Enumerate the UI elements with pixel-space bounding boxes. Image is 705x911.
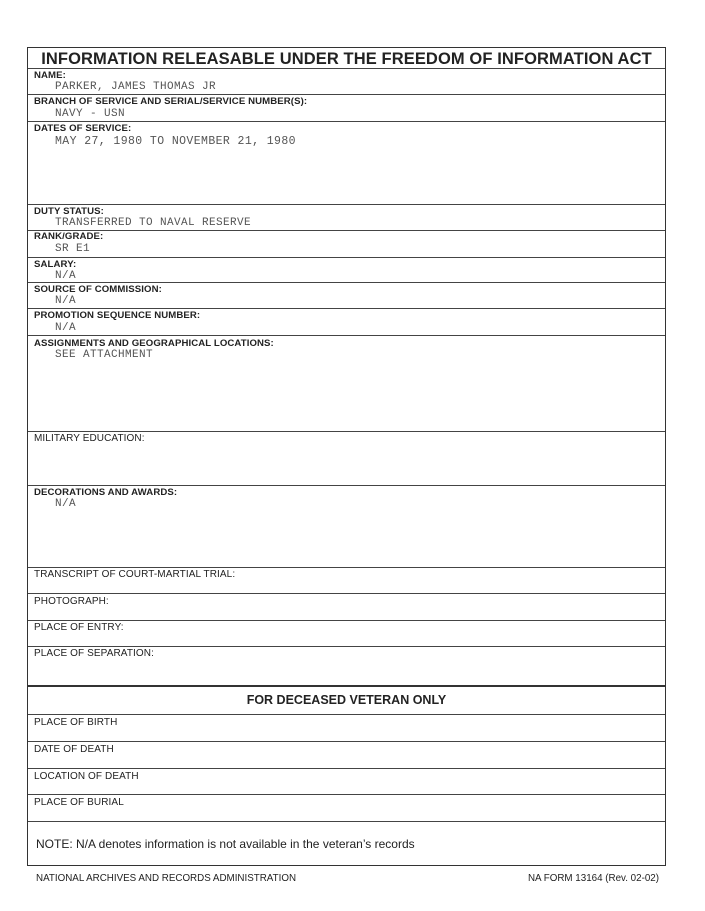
place-of-birth-label: PLACE OF BIRTH [34, 717, 118, 728]
photograph-row [28, 593, 665, 620]
rank-value: SR E1 [55, 243, 91, 255]
date-of-death-label: DATE OF DEATH [34, 744, 114, 755]
place-separation-row [28, 646, 665, 685]
commission-label: SOURCE OF COMMISSION: [34, 284, 162, 295]
promotion-value: N/A [55, 322, 77, 334]
decorations-row [28, 485, 665, 567]
salary-row [28, 257, 665, 282]
rank-label: RANK/GRADE: [34, 231, 104, 242]
deceased-header-row [28, 685, 665, 714]
branch-value: NAVY - USN [55, 108, 126, 120]
duty-status-value: TRANSFERRED TO NAVAL RESERVE [55, 217, 252, 229]
form-title: INFORMATION RELEASABLE UNDER THE FREEDOM OF INFORMATION ACT [41, 50, 652, 68]
name-label: NAME: [34, 70, 66, 81]
note-text: NOTE: N/A denotes information is not available in the veteran’s records [36, 837, 415, 851]
place-of-burial-label: PLACE OF BURIAL [34, 797, 124, 808]
commission-value: N/A [55, 295, 77, 307]
date-of-death-row [28, 741, 665, 768]
place-of-birth-row [28, 714, 665, 741]
commission-row [28, 282, 665, 308]
salary-value: N/A [55, 270, 77, 282]
education-label: MILITARY EDUCATION: [34, 433, 145, 444]
dates-label: DATES OF SERVICE: [34, 123, 132, 134]
place-of-burial-row [28, 794, 665, 821]
footer-form-number: NA FORM 13164 (Rev. 02-02) [527, 873, 659, 884]
promotion-row [28, 308, 665, 335]
assignments-value: SEE ATTACHMENT [55, 349, 154, 361]
deceased-section-title: FOR DECEASED VETERAN ONLY [246, 693, 447, 707]
promotion-label: PROMOTION SEQUENCE NUMBER: [34, 310, 201, 321]
place-entry-label: PLACE OF ENTRY: [34, 622, 124, 633]
assignments-row [28, 335, 665, 431]
decorations-value: N/A [55, 498, 77, 510]
foia-form [27, 47, 666, 866]
assignments-label: ASSIGNMENTS AND GEOGRAPHICAL LOCATIONS: [34, 338, 274, 349]
footer-agency: NATIONAL ARCHIVES AND RECORDS ADMINISTRATION [36, 873, 297, 884]
court-martial-row [28, 567, 665, 593]
location-of-death-label: LOCATION OF DEATH [34, 771, 139, 782]
decorations-label: DECORATIONS AND AWARDS: [34, 487, 178, 498]
place-separation-label: PLACE OF SEPARATION: [34, 648, 154, 659]
duty-status-label: DUTY STATUS: [34, 206, 104, 217]
photograph-label: PHOTOGRAPH: [34, 596, 109, 607]
branch-label: BRANCH OF SERVICE AND SERIAL/SERVICE NUMBER(S): [34, 96, 308, 107]
name-value: PARKER, JAMES THOMAS JR [55, 81, 217, 93]
location-of-death-row [28, 768, 665, 794]
duty-status-row [28, 204, 665, 230]
salary-label: SALARY: [34, 259, 77, 270]
place-entry-row [28, 620, 665, 646]
education-row [28, 431, 665, 485]
note-row [28, 821, 665, 866]
court-martial-label: TRANSCRIPT OF COURT-MARTIAL TRIAL: [34, 569, 236, 580]
rank-row [28, 230, 665, 257]
dates-value: MAY 27, 1980 TO NOVEMBER 21, 1980 [55, 135, 296, 148]
name-row [28, 68, 665, 94]
dates-row [28, 121, 665, 204]
branch-row [28, 94, 665, 121]
